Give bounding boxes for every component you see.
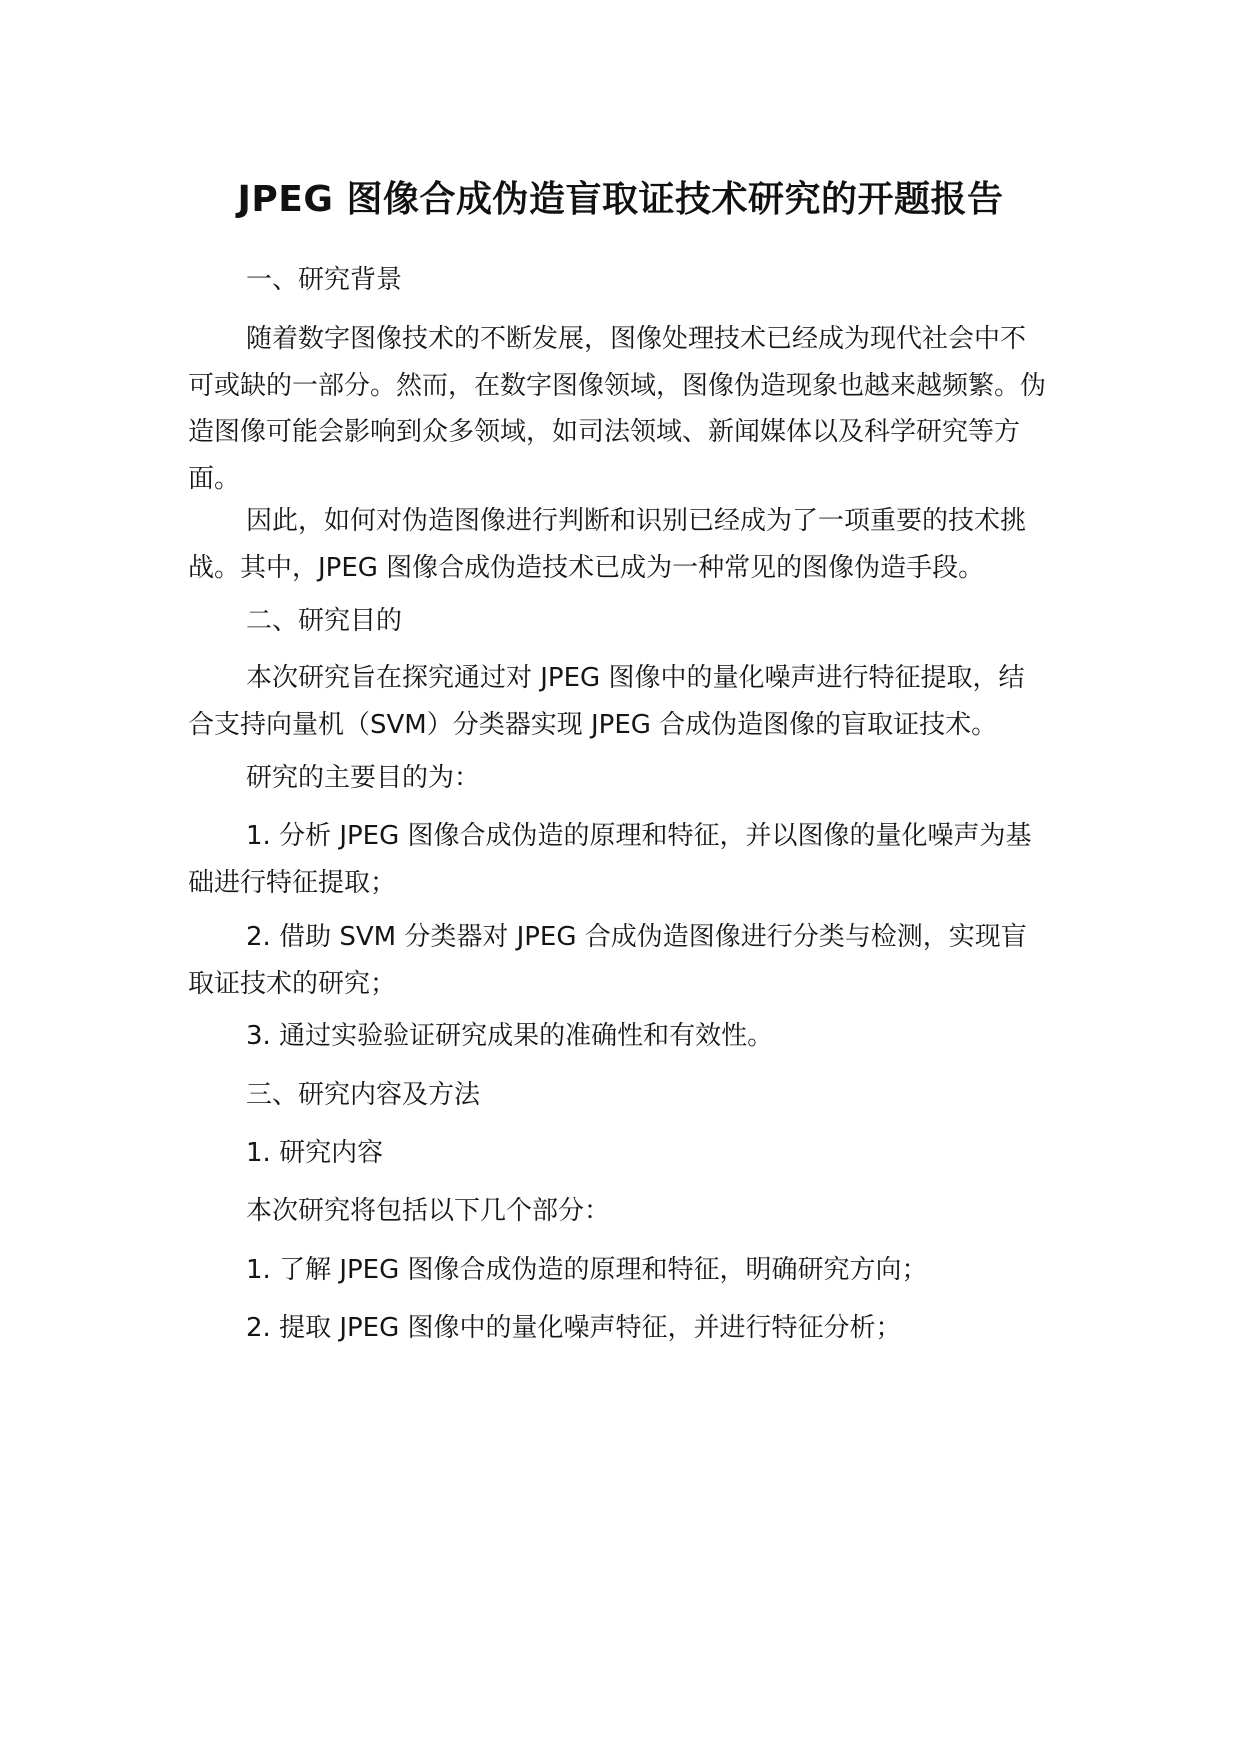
- purpose-list-item-3: 3. 通过实验验证研究成果的准确性和有效性。: [246, 1021, 774, 1051]
- background-paragraph-1: 随着数字图像技术的不断发展，图像处理技术已经成为现代社会中不可或缺的一部分。然而，在数字图像领域，图像伪造现象也越来越频繁。伪造图像可能会影响到众多领域，如司法领域、新闻媒体以及科学研究等方面。: [188, 324, 1047, 494]
- background-paragraph-2: 因此，如何对伪造图像进行判断和识别已经成为了一项重要的技术挑战。其中，JPEG 图像合成伪造技术已成为一种常见的图像伪造手段。: [188, 506, 1027, 583]
- purpose-list-item-1: 1. 分析 JPEG 图像合成伪造的原理和特征，并以图像的量化噪声为基础进行特征提取；: [188, 821, 1032, 898]
- content-list-item-1: 1. 了解 JPEG 图像合成伪造的原理和特征，明确研究方向；: [246, 1255, 928, 1285]
- section-heading-background: 一、研究背景: [246, 265, 403, 295]
- section-heading-purpose: 二、研究目的: [246, 606, 403, 636]
- document-title: JPEG 图像合成伪造盲取证技术研究的开题报告: [237, 179, 1004, 220]
- purpose-list-item-2: 2. 借助 SVM 分类器对 JPEG 合成伪造图像进行分类与检测，实现盲取证技术的研究；: [188, 922, 1027, 999]
- purpose-paragraph-2: 研究的主要目的为：: [246, 763, 481, 793]
- subsection-heading-content: 1. 研究内容: [246, 1138, 384, 1168]
- purpose-paragraph-1: 本次研究旨在探究通过对 JPEG 图像中的量化噪声进行特征提取，结合支持向量机（SVM）分类器实现 JPEG 合成伪造图像的盲取证技术。: [188, 663, 1025, 740]
- content-paragraph-1: 本次研究将包括以下几个部分：: [246, 1196, 611, 1226]
- section-heading-content-methods: 三、研究内容及方法: [246, 1080, 481, 1110]
- content-list-item-2: 2. 提取 JPEG 图像中的量化噪声特征，并进行特征分析；: [246, 1313, 902, 1343]
